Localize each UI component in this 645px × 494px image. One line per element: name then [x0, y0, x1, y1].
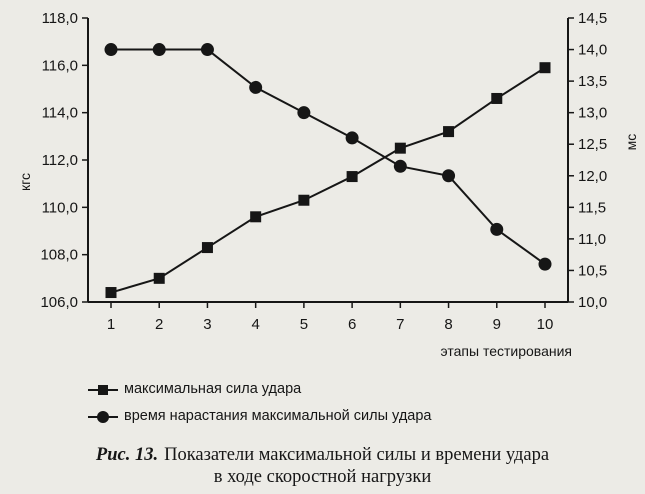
x-axis-label: этапы тестирования — [440, 343, 572, 359]
plot-frame — [88, 18, 568, 302]
time-point — [346, 131, 359, 144]
force-point — [540, 62, 551, 73]
force-point — [443, 126, 454, 137]
x-tick-label: 5 — [299, 316, 309, 333]
right-tick-label: 14,0 — [578, 41, 608, 59]
x-tick-label: 1 — [106, 316, 116, 333]
force-point — [106, 287, 117, 298]
time-point — [249, 81, 262, 94]
left-tick-label: 118,0 — [41, 10, 78, 27]
x-tick-label: 2 — [155, 316, 164, 333]
right-tick-label: 13,0 — [578, 104, 608, 122]
x-tick-label: 6 — [347, 316, 357, 333]
left-tick-label: 106,0 — [40, 294, 78, 311]
legend-label-force: максимальная сила удара — [124, 381, 302, 397]
right-tick-label: 12,0 — [578, 167, 608, 185]
x-tick-label: 4 — [251, 316, 260, 333]
series-1-line — [111, 68, 545, 293]
time-point — [105, 43, 118, 56]
circle-marker-icon — [88, 410, 118, 424]
force-point — [395, 143, 406, 154]
caption-label: Рис. 13. — [95, 445, 159, 465]
figure-caption — [0, 444, 645, 488]
right-axis-ticks — [568, 10, 607, 311]
right-tick-label: 12,5 — [578, 136, 608, 154]
x-tick-label: 10 — [536, 316, 554, 333]
x-axis-ticks — [107, 302, 554, 333]
caption-line-1: Показатели максимальной силы и времени удара — [164, 445, 550, 465]
caption-line-2: в ходе скоростной нагрузки — [213, 467, 432, 487]
left-tick-label: 114,0 — [41, 104, 78, 122]
x-tick-label: 7 — [396, 316, 405, 333]
time-point — [297, 106, 310, 119]
left-axis-label: кгс — [17, 173, 33, 191]
force-point — [154, 273, 165, 284]
right-tick-label: 11,5 — [578, 199, 607, 217]
time-point — [153, 43, 166, 56]
time-point — [442, 169, 455, 182]
square-marker-icon — [88, 383, 118, 397]
right-tick-label: 10,0 — [578, 294, 608, 311]
x-tick-label: 9 — [492, 316, 501, 333]
force-point — [491, 93, 502, 104]
legend — [88, 376, 431, 430]
right-axis-label: мс — [623, 133, 639, 151]
right-tick-label: 11,0 — [578, 230, 607, 248]
force-point — [347, 171, 358, 182]
x-tick-label: 3 — [203, 316, 212, 333]
x-tick-label: 8 — [444, 316, 453, 333]
left-tick-label: 116,0 — [41, 57, 78, 75]
left-tick-label: 112,0 — [41, 152, 78, 169]
time-point — [394, 160, 407, 173]
time-point — [539, 258, 552, 271]
legend-label-time: время нарастания максимальной силы удара — [124, 408, 432, 424]
force-point — [250, 211, 261, 222]
right-tick-label: 13,5 — [578, 73, 608, 91]
legend-item-time — [88, 403, 431, 430]
legend-item-force — [88, 376, 431, 403]
left-axis-ticks — [40, 10, 88, 311]
force-point — [298, 195, 309, 206]
right-tick-label: 14,5 — [578, 10, 608, 27]
series-layer — [105, 43, 552, 298]
left-tick-label: 108,0 — [40, 246, 78, 264]
left-tick-label: 110,0 — [41, 199, 78, 217]
force-point — [202, 242, 213, 253]
time-point — [201, 43, 214, 56]
time-point — [490, 223, 503, 236]
series-2-line — [111, 50, 545, 265]
right-tick-label: 10,5 — [578, 262, 608, 280]
